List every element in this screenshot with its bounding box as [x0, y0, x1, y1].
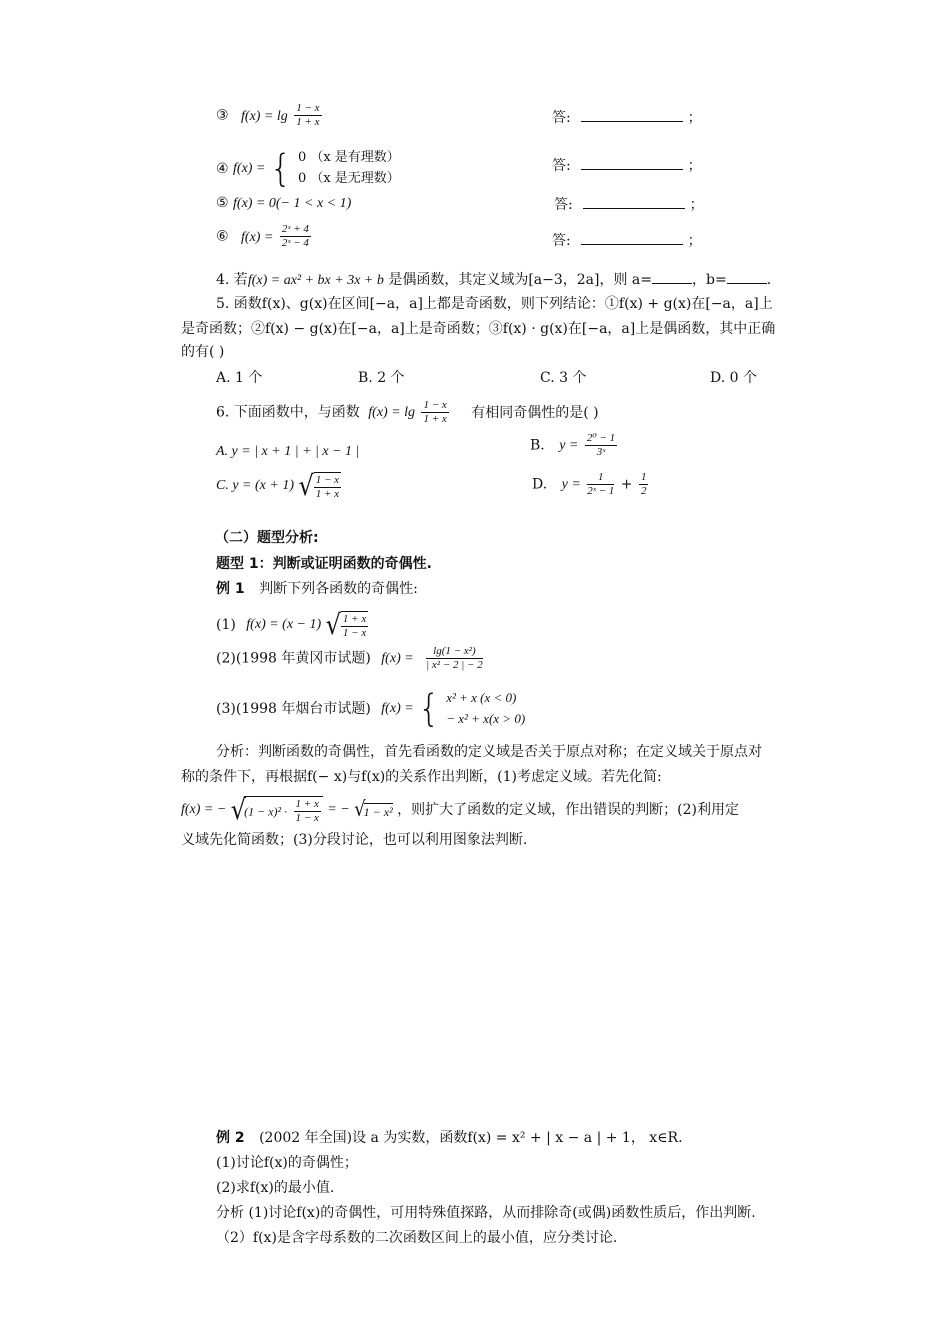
q5-line-2: 是奇函数；②f(x) − g(x)在[−a，a]上是奇函数；③f(x) · g(x)在[−a，a]上是偶函数，其中正确 — [181, 321, 776, 337]
opt-fraction — [585, 433, 617, 458]
example-text: (2002 年全国)设 a 为实数，函数f(x) = x² + | x − a | + 1， x∈R. — [259, 1130, 683, 1146]
analysis-line-2: 称的条件下，再根据f(− x)与f(x)的关系作出判断，(1)考虑定义域。若先化简: — [181, 769, 662, 785]
q5-line-1: 5. 函数f(x)、g(x)在区间[−a，a]上都是奇函数，则下列结论：①f(x) + g(x)在[−a，a]上 — [216, 296, 773, 312]
frac-den: 1 − x — [295, 812, 319, 824]
radical-sign: √ — [298, 469, 314, 503]
answer-blank[interactable] — [583, 208, 685, 209]
sqrt-symbol — [230, 793, 323, 827]
frac-den: 1 − x — [342, 627, 367, 639]
item-marker: ④ — [216, 160, 229, 177]
opt-label: B. — [530, 437, 545, 454]
section-heading: （二）题型分析: — [215, 530, 319, 546]
q4-prefix: 4. 若 — [216, 272, 248, 288]
example-text: 判断下列各函数的奇偶性: — [259, 581, 418, 597]
answer-5 — [554, 198, 704, 212]
answer-blank[interactable] — [581, 244, 683, 245]
frac-num: 1 − x — [423, 399, 447, 411]
answer-6 — [552, 234, 702, 248]
case-1: 0 （x 是有理数） — [297, 150, 400, 165]
q6-prefix: 6. 下面函数中，与函数 — [216, 404, 360, 421]
opt-label: C. y = (x + 1) — [216, 478, 294, 493]
item-lhs: f(x) = lg — [241, 108, 288, 124]
answer-4 — [552, 159, 702, 173]
item-lhs: f(x) = — [241, 229, 274, 245]
analysis-line-4: 义域先化简函数；(3)分段讨论，也可以利用图象法判断. — [181, 832, 528, 848]
frac-num: 2ˣ + 4 — [281, 223, 309, 235]
answer-blank[interactable] — [581, 121, 683, 122]
frac-num: 1 + x — [295, 798, 319, 810]
analysis-line-3 — [181, 793, 739, 827]
part-fraction — [426, 646, 483, 671]
opt-fraction — [314, 472, 341, 500]
frac-den: 2ˣ − 4 — [281, 237, 309, 249]
opt-label: D. — [532, 476, 548, 493]
answer-tail: ； — [687, 233, 702, 249]
q6-suffix: 有相同奇偶性的是( ) — [471, 404, 599, 421]
part-label: (1) — [216, 617, 236, 633]
q4-mid: 是偶函数，其定义域为[a−3，2a]，则 a= — [383, 272, 653, 288]
example-1-intro — [216, 582, 418, 596]
part-lhs: f(x) = (x − 1) — [246, 617, 322, 632]
example-label: 例 1 — [216, 581, 245, 597]
case-1: x² + x (x < 0) — [446, 690, 517, 705]
question-4 — [216, 273, 771, 288]
frac-num: 2⁰ − 1 — [586, 432, 616, 444]
opt-lhs: y = — [559, 437, 579, 453]
answer-tail: ； — [687, 158, 702, 174]
q5-option-c[interactable]: C. 3 个 — [540, 370, 587, 386]
item-lhs: f(x) = — [233, 160, 266, 176]
q5-option-a[interactable]: A. 1 个 — [216, 370, 263, 386]
case-2: 0 （x 是无理数） — [297, 170, 400, 186]
q4-blank-b[interactable] — [727, 283, 767, 284]
example-1-part-3 — [216, 688, 525, 730]
sqrt-symbol-2 — [354, 797, 393, 822]
item-marker: ⑤ — [216, 195, 229, 211]
part-fraction — [341, 611, 368, 639]
q3-item-3 — [216, 103, 324, 128]
formula-fraction — [294, 799, 321, 824]
frac-den: 2ˣ − 1 — [587, 485, 615, 497]
frac-num: 1 — [587, 472, 614, 485]
q3-item-4 — [216, 148, 400, 190]
opt-plus: + — [620, 476, 633, 493]
piecewise-cases — [298, 148, 400, 190]
q6-option-a[interactable]: A. y = | x + 1 | + | x − 1 | — [216, 444, 360, 459]
frac-num: 1 — [640, 471, 647, 483]
frac-num: 1 + x — [342, 613, 367, 625]
answer-label: 答: — [552, 233, 571, 249]
item-marker: ⑥ — [216, 228, 229, 245]
formula-lhs: f(x) = − — [181, 802, 227, 817]
opt-fraction-2 — [639, 472, 649, 497]
frac-num: lg(1 − x²) — [426, 646, 483, 659]
frac-den: | x² − 2 | − 2 — [426, 659, 483, 671]
q6-option-c[interactable] — [216, 469, 343, 503]
item-lhs: f(x) = 0(− 1 < x < 1) — [233, 196, 352, 211]
piecewise-cases — [446, 688, 525, 730]
type-1-title: 题型 1：判断或证明函数的奇偶性. — [216, 556, 432, 572]
analysis-line-1: 分析：判断函数的奇偶性，首先看函数的定义域是否关于原点对称；在定义域关于原点对 — [216, 744, 762, 760]
answer-3 — [552, 111, 702, 125]
frac-den: 2 — [640, 485, 647, 497]
frac-den: 1 + x — [423, 413, 447, 425]
part-lhs: f(x) = — [381, 700, 414, 716]
example-1-part-2 — [216, 646, 485, 671]
radicand-part-1: (1 − x)² · — [244, 804, 288, 819]
radicand-2: 1 − x² — [363, 804, 393, 819]
example-1-part-1 — [216, 608, 370, 642]
opt-fraction — [587, 472, 614, 497]
part-label: (3)(1998 年烟台市试题) — [216, 700, 371, 717]
question-6 — [216, 400, 599, 425]
example-label: 例 2 — [216, 1130, 245, 1146]
q4-end: . — [766, 272, 772, 288]
q5-option-b[interactable]: B. 2 个 — [358, 370, 405, 386]
frac-den: 3ˣ — [596, 446, 606, 458]
example-2-line-5: （2）f(x)是含字母系数的二次函数区间上的最小值，应分类讨论. — [216, 1230, 618, 1246]
answer-tail: ； — [689, 197, 704, 213]
left-brace: { — [418, 686, 440, 731]
sqrt-symbol — [325, 608, 371, 642]
left-brace: { — [269, 146, 292, 191]
example-2-line-1 — [216, 1131, 683, 1145]
part-lhs: f(x) = — [381, 650, 414, 666]
answer-tail: ； — [687, 110, 702, 126]
q4-b-label: ，b= — [692, 272, 727, 288]
q6-fraction — [421, 400, 448, 425]
radical-sign: √ — [230, 793, 247, 827]
q3-item-5 — [216, 196, 351, 211]
radical-sign: √ — [354, 797, 366, 822]
sqrt-symbol — [298, 469, 343, 503]
item-fraction — [280, 224, 311, 249]
part-label: (2)(1998 年黄冈市试题) — [216, 650, 371, 667]
example-2-line-4: 分析 (1)讨论f(x)的奇偶性，可用特殊值探路，从而排除奇(或偶)函数性质后，作出判断. — [216, 1205, 756, 1221]
frac-num: 1 − x — [296, 102, 320, 114]
radicand — [244, 796, 323, 824]
frac-den: 1 + x — [296, 116, 320, 128]
item-marker: ③ — [216, 107, 229, 124]
q3-item-6 — [216, 224, 313, 249]
case-2: − x² + x(x > 0) — [446, 710, 526, 726]
answer-label: 答: — [552, 110, 571, 126]
answer-label: 答: — [552, 158, 571, 174]
q5-line-3: 的有( ) — [181, 344, 225, 360]
q6-expr: f(x) = lg — [368, 404, 416, 420]
item-fraction — [294, 103, 321, 128]
opt-lhs: y = — [561, 476, 581, 492]
example-2-line-2: (1)讨论f(x)的奇偶性； — [216, 1155, 358, 1171]
q5-option-d[interactable]: D. 0 个 — [710, 370, 757, 386]
q6-option-d[interactable] — [532, 472, 650, 497]
q6-option-b[interactable] — [530, 433, 619, 458]
formula-rest: ，则扩大了函数的定义域，作出错误的判断；(2)利用定 — [397, 802, 739, 818]
q4-blank-a[interactable] — [652, 283, 692, 284]
answer-blank[interactable] — [581, 169, 683, 170]
radical-sign: √ — [325, 608, 341, 642]
example-2-line-3: (2)求f(x)的最小值. — [216, 1180, 335, 1196]
frac-den: 1 + x — [315, 488, 340, 500]
q4-expr: f(x) = ax² + bx + 3x + b — [247, 273, 384, 288]
formula-mid: = − — [327, 802, 350, 817]
frac-num: 1 − x — [315, 474, 340, 486]
answer-label: 答: — [554, 197, 573, 213]
